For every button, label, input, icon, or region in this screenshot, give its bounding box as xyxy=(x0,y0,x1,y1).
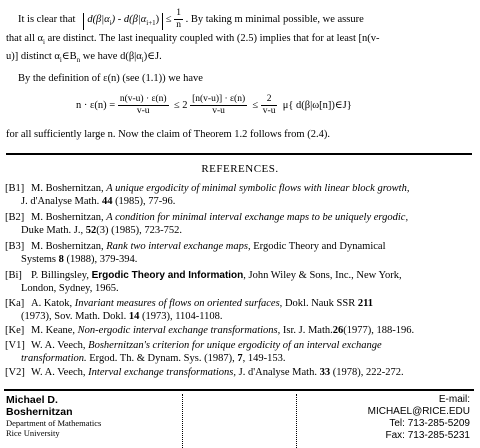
contact-info xyxy=(296,394,470,448)
equation: n · ε(n) = $\frac{n(v-u) \cdot \varepsilon(n)}{v-u}$ ≤ 2 $\frac{[n(v-u)] \cdot \varepsilon(n)}{v-u}$ ≤ $\frac{2}{v-u}$ μ{ d(β|ω[n])∈J} xyxy=(76,94,352,116)
university: Rice University xyxy=(6,428,60,438)
proof-line-5: for all sufficiently large n. Now the claim of Theorem 1.2 follows from (2.4). xyxy=(6,129,330,140)
fraction-1-over-n: $\frac{1}{n}$ xyxy=(176,8,181,30)
fraction: $\frac{[n(v-u)] \cdot \varepsilon(n)}{v-u}$ xyxy=(192,94,246,116)
abs-expression: $d(\beta|\alpha_i) - d(\beta|\alpha_{i+1})$ xyxy=(83,13,163,30)
reference-item: [B3] M. Boshernitzan, Rank two interval exchange maps, Ergodic Theory and Dynamical Systems 8 (1988), 379-394. xyxy=(5,241,386,265)
reference-item: [Ka] A. Katok, Invariant measures of flows on oriented surfaces, Dokl. Nauk SSR 211 (1973), Sov. Math. Dokl. 14 (1973), 1104-1108. xyxy=(5,298,374,322)
fax: Fax: 713-285-5231 xyxy=(385,430,470,441)
proof-line-3: u)] distinct $\alpha_i\in B_n$ we have $d(\beta|\alpha_i)\in J$. xyxy=(6,51,162,65)
reference-item: [V1] W. A. Veech, Boshernitzan's criterion for unique ergodicity of an interval exchange transformation. Ergod. Th. & Dynam. Sys. (1987), 7, 149-153. xyxy=(5,340,382,364)
text: . By taking m minimal possible, we assure xyxy=(185,13,364,25)
department: Department of Mathematics xyxy=(6,418,102,428)
reference-item: [Ke] M. Keane, Non-ergodic interval exchange transformations, Isr. J. Math.26(1977), 188-196. xyxy=(5,325,415,336)
proof-line-4: By the definition of ε(n) (see (1.1)) we have xyxy=(18,73,203,84)
divider xyxy=(6,153,472,155)
references-heading: REFERENCES. xyxy=(201,163,279,175)
fraction: $\frac{n(v-u) \cdot \varepsilon(n)}{v-u}$ xyxy=(119,94,167,116)
email-label: E-mail: xyxy=(438,394,470,405)
email-address: MICHAEL@RICE.EDU xyxy=(367,406,470,417)
fraction: $\frac{2}{v-u}$ xyxy=(262,94,276,116)
author-info xyxy=(6,394,183,448)
proof-line-2: that all $\alpha_i$ are distinct. The last inequality coupled with (2.5) implies that for at least [n(v- xyxy=(6,33,380,47)
spacer-column xyxy=(182,394,297,448)
reference-item: [B1] M. Boshernitzan, A unique ergodicity of minimal symbolic flows with linear block growth, J. d'Analyse Math. 44 (1985), 77-96. xyxy=(5,183,410,207)
reference-item: [V2] W. A. Veech, Interval exchange transformations, J. d'Analyse Math. 33 (1978), 222-272. xyxy=(5,367,404,378)
proof-line-1: It is clear that $d(\beta|\alpha_i) - d(\beta|\alpha_{i+1})$ ≤ $\frac{1}{n}$ . By taking m minimal possible, we assure xyxy=(18,8,364,30)
phone: Tel: 713-285-5209 xyxy=(389,418,470,429)
author-surname: Boshernitzan xyxy=(6,406,73,418)
divider xyxy=(4,389,474,391)
reference-item: [B2] M. Boshernitzan, A condition for minimal interval exchange maps to be uniquely ergodic, Duke Math. J., 52(3) (1985), 723-752. xyxy=(5,212,409,236)
text: It is clear that xyxy=(18,13,76,25)
reference-item: [Bi] P. Billingsley, Ergodic Theory and Information, John Wiley & Sons, Inc., New York, London, Sydney, 1965. xyxy=(5,270,402,294)
author-name: Michael D. xyxy=(6,394,58,406)
author-address-block xyxy=(4,394,474,448)
